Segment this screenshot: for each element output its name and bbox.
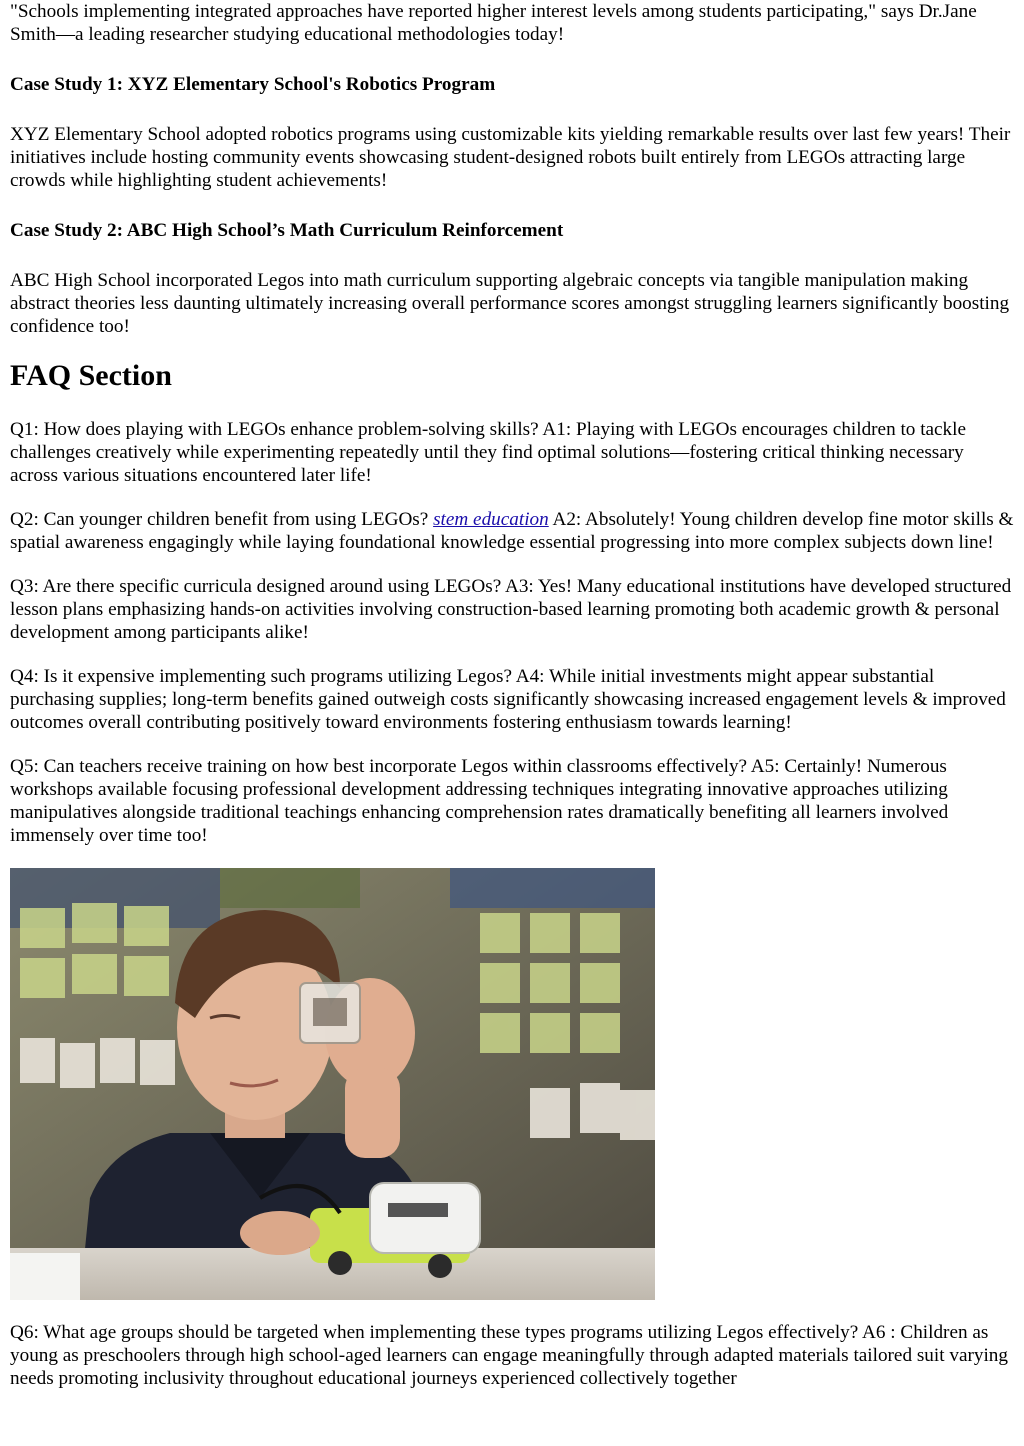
faq-q4: Q4: Is it expensive implementing such programs utilizing Legos? A4: While initial investments might appear substantial purchasing supplies; long-term benefits gained outweigh costs significantly showcasing increased engagement levels & improved outcomes overall contributing positively toward environments fostering enthusiasm towards learning! [10, 666, 1006, 733]
faq-heading: FAQ Section [10, 359, 172, 392]
article-content [10, 0, 1016, 1390]
boy-with-lego-photo [10, 868, 655, 1300]
faq-q2 [10, 508, 1016, 554]
case-study-1-body: XYZ Elementary School adopted robotics programs using customizable kits yielding remarkable results over last few years! Their initiatives include hosting community events showcasing student-designed robots built entirely from LEGOs attracting large crowds while highlighting student achievements! [10, 124, 1011, 191]
case-study-1-heading: Case Study 1: XYZ Elementary School's Robotics Program [10, 74, 496, 95]
faq-q2-question: Q2: Can younger children benefit from using LEGOs? [10, 509, 434, 530]
stem-education-link[interactable]: stem education [433, 509, 549, 530]
faq-q5: Q5: Can teachers receive training on how best incorporate Legos within classrooms effectively? A5: Certainly! Numerous workshops available focusing professional development addressing techniques integrating innovative approaches utilizing manipulatives alongside traditional teachings enhancing comprehension rates dramatically benefiting all learners involved immensely over time too! [10, 756, 949, 846]
faq-q2-answer: A2: Absolutely! Young children develop fine motor skills & spatial awareness engagingly while laying foundational knowledge essential progressing into more complex subjects down line! [10, 509, 1014, 553]
faq-q1: Q1: How does playing with LEGOs enhance problem-solving skills? A1: Playing with LEGOs encourages children to tackle challenges creatively while experimenting repeatedly until they find optimal solutions—fostering critical thinking necessary across various situations encountered later life! [10, 419, 966, 486]
faq-q3: Q3: Are there specific curricula designed around using LEGOs? A3: Yes! Many educational institutions have developed structured lesson plans emphasizing hands-on activities involving construction-based learning promoting both academic growth & personal development among participants alike! [10, 576, 1012, 643]
case-study-2-heading: Case Study 2: ABC High School’s Math Curriculum Reinforcement [10, 220, 564, 241]
intro-quote: "Schools implementing integrated approaches have reported higher interest levels among students participating," says Dr.Jane Smith—a leading researcher studying educational methodologies today! [10, 1, 977, 45]
faq-q6: Q6: What age groups should be targeted when implementing these types programs utilizing Legos effectively? A6 : Children as young as preschoolers through high school-aged learners can engage meaningfully through adapted materials tailored suit varying needs promoting inclusivity throughout educational journeys experienced collectively together [10, 1322, 1008, 1389]
case-study-2-body: ABC High School incorporated Legos into math curriculum supporting algebraic concepts via tangible manipulation making abstract theories less daunting ultimately increasing overall performance scores amongst struggling learners significantly boosting confidence too! [10, 270, 1010, 337]
